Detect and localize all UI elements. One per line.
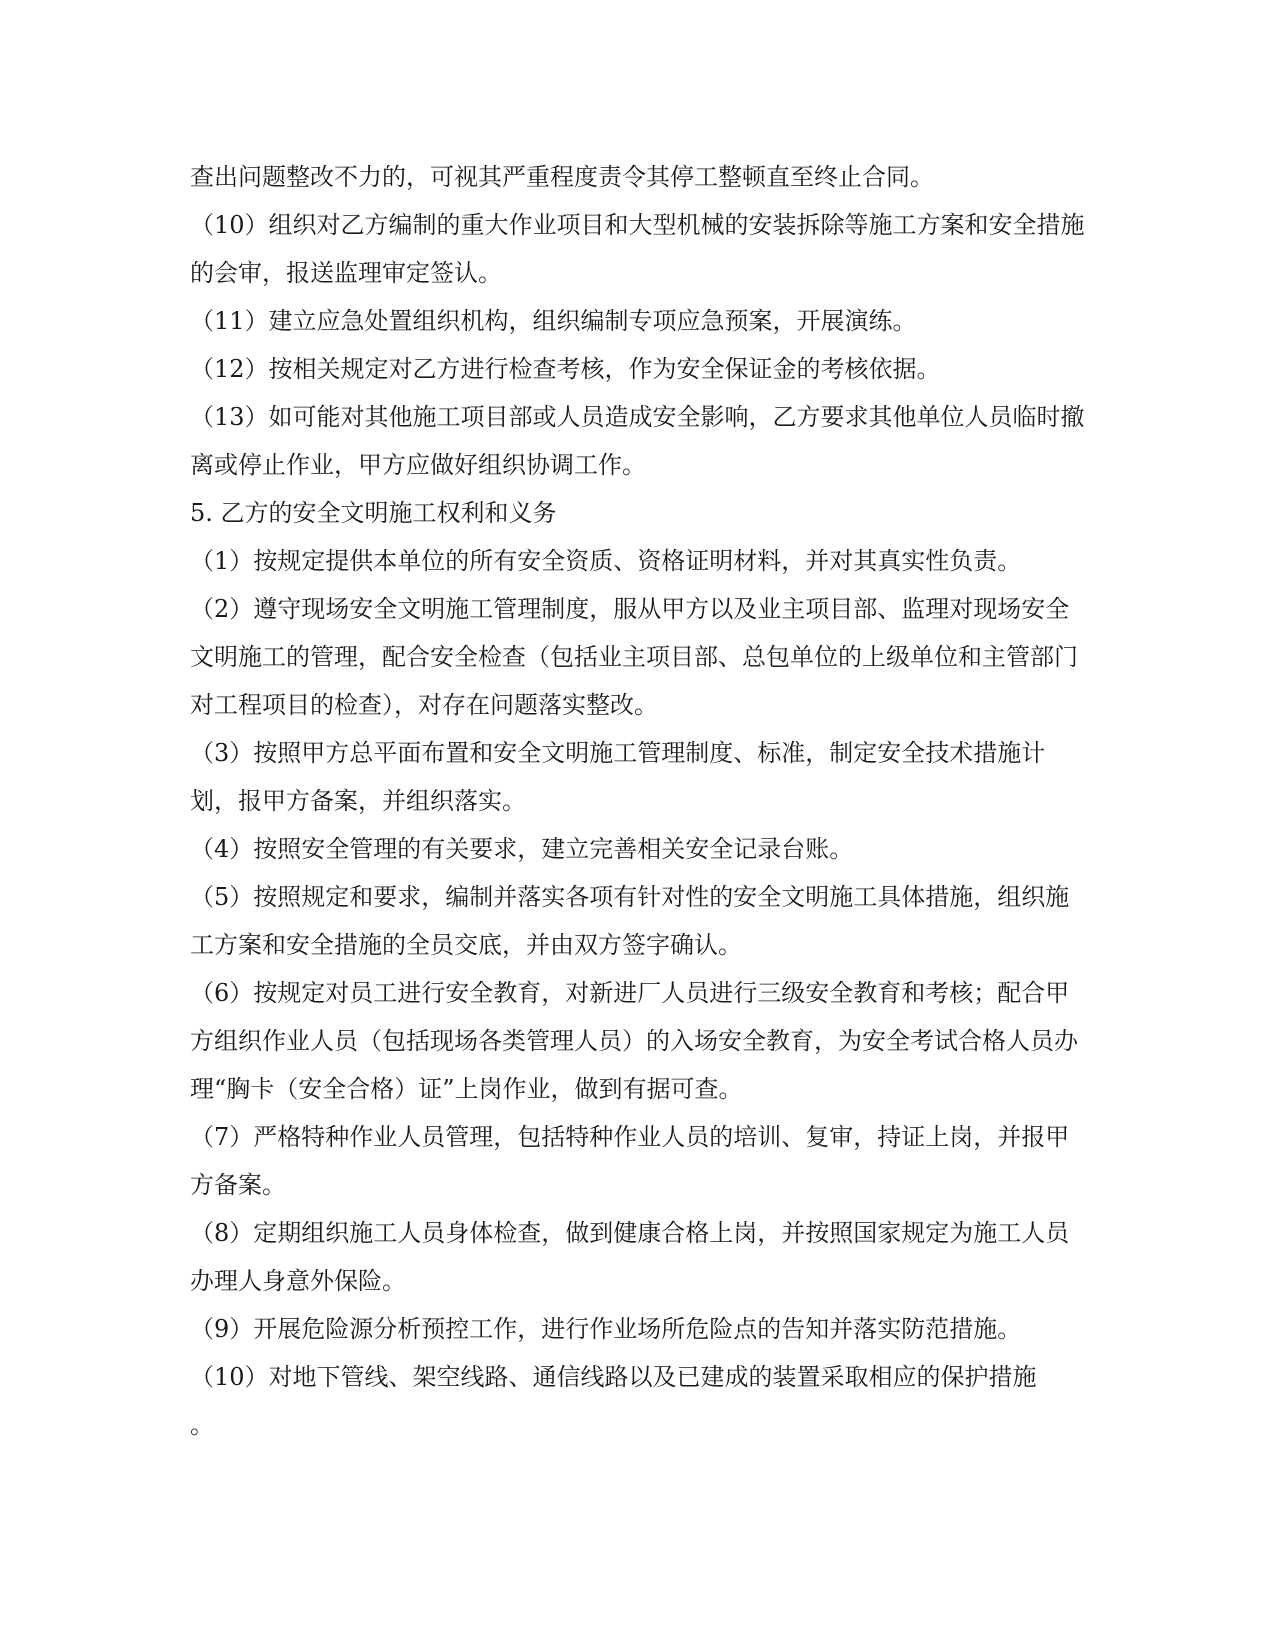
section-heading-5: 5. 乙方的安全文明施工权利和义务 (190, 499, 557, 527)
paragraph-item-9-hazards: （9）开展危险源分析预控工作，进行作业场所危险点的告知并落实防范措施。 (190, 1315, 1022, 1343)
paragraph-item-6-education: （6）按规定对员工进行安全教育，对新进厂人员进行三级安全教育和考核；配合甲方组织作业人员（包括现场各类管理人员）的入场安全教育，为安全考试合格人员办理“胸卡（安全合格）证”上岗作业，做到有据可查。 (190, 979, 1078, 1103)
paragraph-item-1-qualifications: （1）按规定提供本单位的所有安全资质、资格证明材料，并对其真实性负责。 (190, 547, 1022, 575)
paragraph-item-10-protection: （10）对地下管线、架空线路、通信线路以及已建成的装置采取相应的保护措施 (190, 1363, 1037, 1391)
paragraph-item-3-plan: （3）按照甲方总平面布置和安全文明施工管理制度、标准，制定安全技术措施计划，报甲方备案，并组织落实。 (190, 739, 1046, 815)
paragraph-item-10-review: （10）组织对乙方编制的重大作业项目和大型机械的安装拆除等施工方案和安全措施的会审，报送监理审定签认。 (190, 211, 1085, 287)
paragraph-continued-rectification: 查出问题整改不力的，可视其严重程度责令其停工整顿直至终止合同。 (190, 163, 934, 191)
paragraph-item-13-coordination: （13）如可能对其他施工项目部或人员造成安全影响，乙方要求其他单位人员临时撤离或停止作业，甲方应做好组织协调工作。 (190, 403, 1085, 479)
paragraph-item-2-compliance: （2）遵守现场安全文明施工管理制度，服从甲方以及业主项目部、监理对现场安全文明施工的管理，配合安全检查（包括业主项目部、总包单位的上级单位和主管部门对工程项目的检查），对存在问题落实整改。 (190, 595, 1078, 719)
paragraph-item-12-inspection: （12）按相关规定对乙方进行检查考核，作为安全保证金的考核依据。 (190, 355, 941, 383)
paragraph-item-4-records: （4）按照安全管理的有关要求，建立完善相关安全记录台账。 (190, 835, 854, 863)
paragraph-item-5-measures: （5）按照规定和要求，编制并落实各项有针对性的安全文明施工具体措施，组织施工方案和安全措施的全员交底，并由双方签字确认。 (190, 883, 1070, 959)
paragraph-trailing-period: 。 (190, 1411, 214, 1439)
paragraph-item-8-health: （8）定期组织施工人员身体检查，做到健康合格上岗，并按照国家规定为施工人员办理人身意外保险。 (190, 1219, 1070, 1295)
paragraph-item-7-special-workers: （7）严格特种作业人员管理，包括特种作业人员的培训、复审，持证上岗，并报甲方备案。 (190, 1123, 1070, 1199)
paragraph-item-11-emergency: （11）建立应急处置组织机构，组织编制专项应急预案，开展演练。 (190, 307, 917, 335)
document-body (190, 153, 1090, 1449)
